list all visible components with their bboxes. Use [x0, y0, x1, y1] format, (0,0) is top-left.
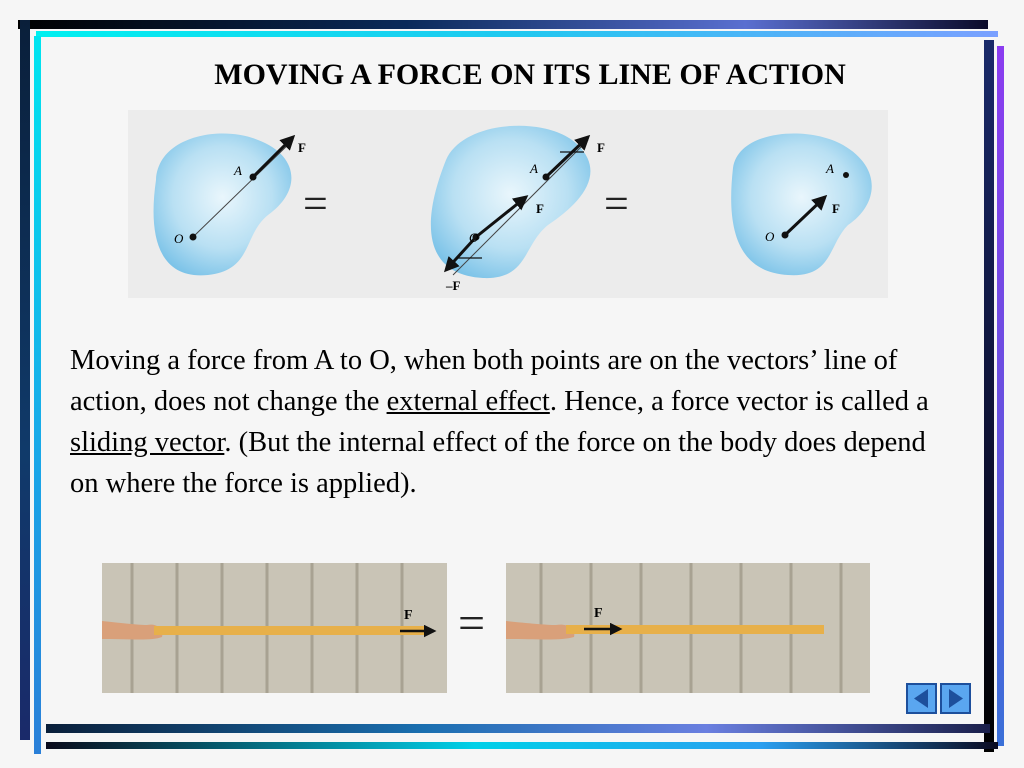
- force-diagram: [128, 110, 888, 298]
- photo-equals-sign: =: [458, 597, 486, 650]
- frame-right-purple: [997, 46, 1004, 746]
- photo-right-svg: [506, 563, 870, 693]
- body-blob-3: [731, 133, 872, 275]
- external-effect-term: external effect: [386, 386, 550, 417]
- paragraph-part-3: . (But the internal effect of the force on the body does depend on where the force is applied).: [70, 427, 926, 499]
- equals-sign-2: =: [604, 179, 629, 228]
- frame-top-cyan: [36, 31, 998, 37]
- frame-left-dark: [20, 20, 30, 740]
- paragraph-part-2: . Hence, a force vector is called a: [549, 386, 929, 417]
- label-a-1: A: [234, 163, 242, 178]
- label-f-3: F: [832, 201, 840, 216]
- label-f-2a: F: [597, 140, 605, 155]
- point-o-1: [190, 234, 197, 241]
- photo-label-f-left: F: [404, 608, 413, 623]
- prev-slide-button[interactable]: [906, 683, 937, 714]
- label-f-2b: F: [536, 201, 544, 216]
- point-a-1: [250, 174, 257, 181]
- frame-top-dark: [18, 20, 988, 29]
- next-slide-button[interactable]: [940, 683, 971, 714]
- point-a-3: [843, 172, 849, 178]
- slide-title: MOVING A FORCE ON ITS LINE OF ACTION: [214, 58, 846, 91]
- label-a-2: A: [530, 161, 538, 176]
- label-o-1: O: [174, 231, 184, 246]
- label-f-1: F: [298, 140, 306, 155]
- frame-right-dark: [984, 40, 994, 752]
- point-a-2: [543, 174, 550, 181]
- label-a-3: A: [826, 161, 834, 176]
- photo-left-svg: [102, 563, 447, 693]
- body-paragraph: [70, 340, 930, 504]
- point-o-3: [782, 232, 789, 239]
- photo-force-at-end: [102, 563, 447, 693]
- body-blob-1: [154, 133, 292, 275]
- frame-left-cyan: [34, 36, 41, 754]
- frame-bottom-dark: [46, 724, 990, 733]
- equals-sign-1: =: [303, 179, 328, 228]
- photo-force-at-hand: [506, 563, 870, 693]
- label-o-2: O: [469, 230, 479, 245]
- label-neg-f: –F: [446, 278, 461, 293]
- photo-label-f-right: F: [594, 606, 603, 621]
- force-diagram-svg: [128, 110, 888, 298]
- triangle-left-icon: [908, 685, 935, 712]
- paragraph-part-1: Moving a force from A to O, when both points are on the vectors’ line of action, does not change the: [70, 345, 898, 417]
- sliding-vector-term: sliding vector: [70, 427, 225, 458]
- frame-bottom-cyan: [46, 742, 998, 749]
- body-blob-2: [431, 126, 591, 278]
- triangle-right-icon: [942, 685, 969, 712]
- rope-left: [154, 626, 426, 635]
- label-o-3: O: [765, 229, 775, 244]
